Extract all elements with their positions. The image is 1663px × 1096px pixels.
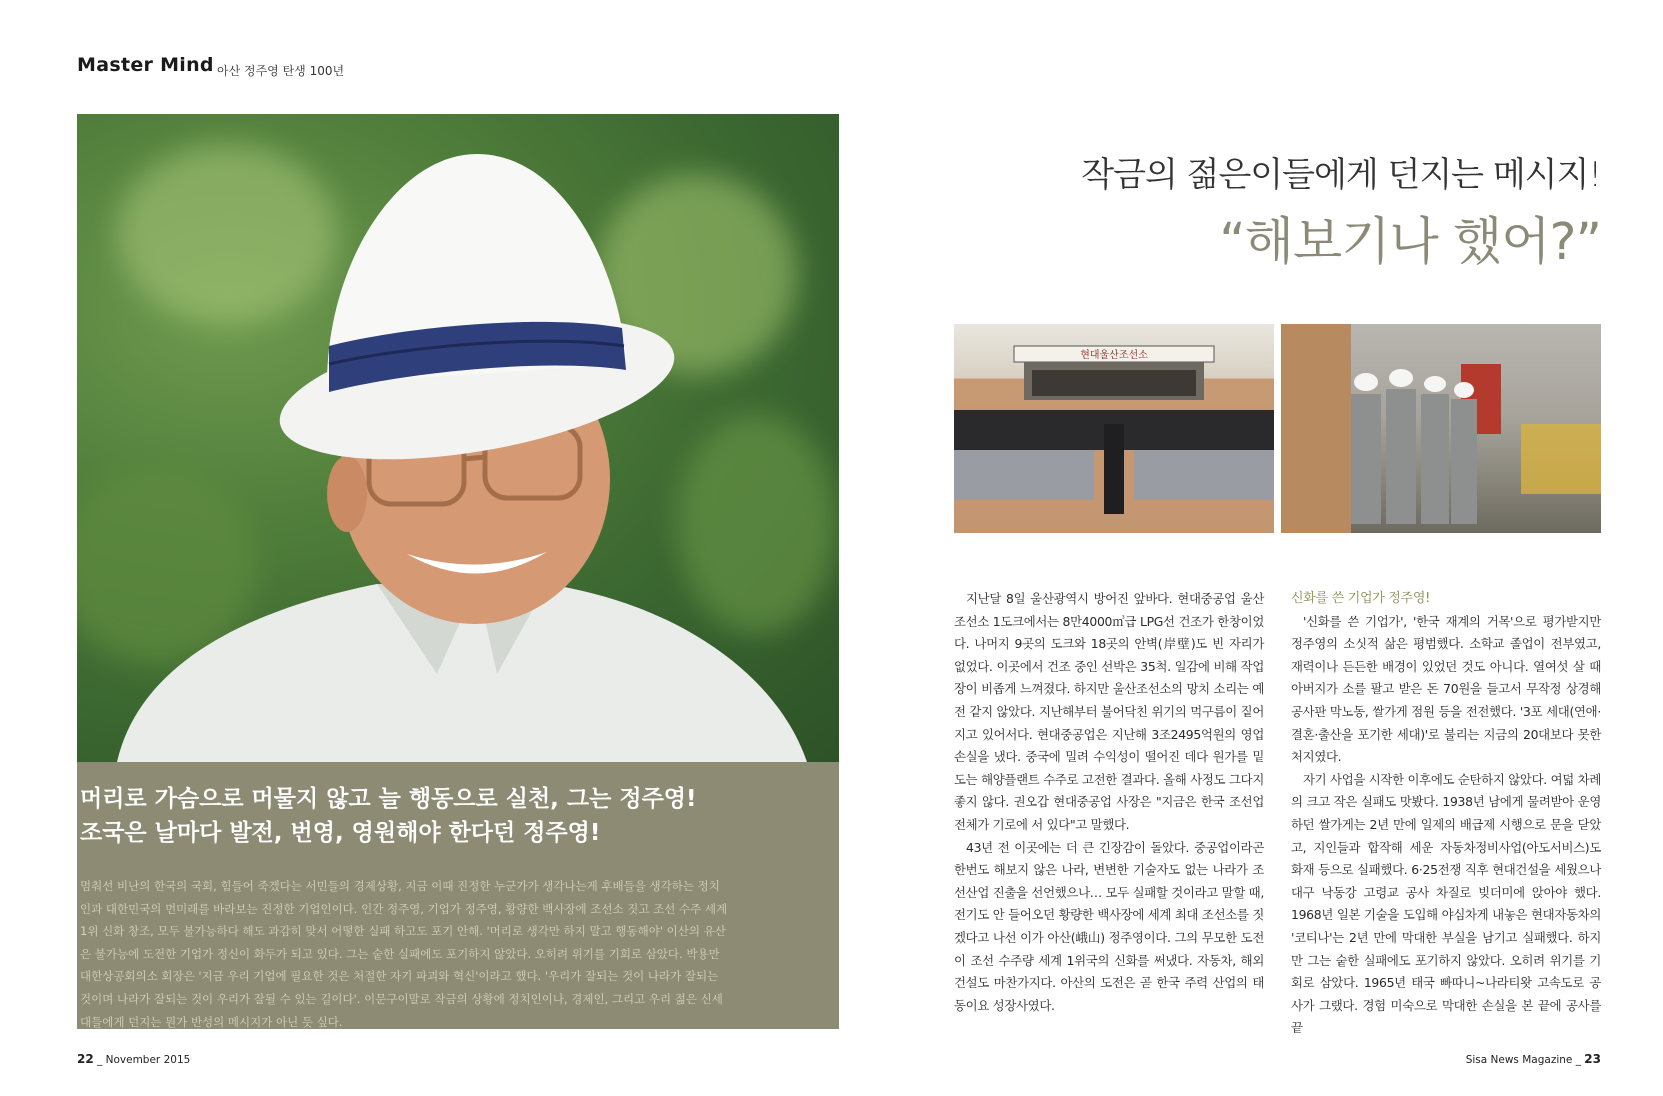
section-subtitle: 아산 정주영 탄생 100년 bbox=[217, 64, 345, 78]
paragraph: 지난달 8일 울산광역시 방어진 앞바다. 현대중공업 울산조선소 1도크에서는 8만4000㎥급 LPG선 건조가 한창이었다. 나머지 9곳의 도크와 18곳의 안벽(岸壁)도 빈 자리가 없었다. 이곳에서 건조 중인 선박은 35척. 일감에 비해 작업장이 비좁게 느껴졌다. 하지만 울산조선소의 망치 소리는 예전 같지 않았다. 지난해부터 불어닥친 위기의 먹구름이 짙어지고 있어서다. 현대중공업은 지난해 3조2495억원의 영업손실을 냈다. 중국에 밀려 수익성이 떨어진 데다 원가를 밑도는 해양플랜트 수주로 고전한 결과다. 올해 사정도 그다지 좋지 않다. 권오갑 현대중공업 사장은 "지금은 한국 조선업 전체가 기로에 서 있다"고 말했다. bbox=[954, 591, 1264, 832]
pull-quote-line-1: 머리로 가슴으로 머물지 않고 늘 행동으로 실천, 그는 정주영! bbox=[80, 786, 697, 812]
workers-helmet-photo bbox=[1281, 324, 1601, 533]
paragraph: 자기 사업을 시작한 이후에도 순탄하지 않았다. 여덟 차례의 크고 작은 실패도 맛봤다. 1938년 남에게 물려받아 운영하던 쌀가게는 2년 만에 일제의 배급제 시행으로 문을 닫았고, 지인들과 합작해 세운 자동차정비사업(아도서비스)도 화재 등으로 실패했다. 6·25전쟁 직후 현대건설을 세웠으나 대구 낙동강 고령교 공사 차질로 빚더미에 앉아야 했다. 1968년 일본 기술을 도입해 야심차게 내놓은 현대자동차의 '코티나'는 2년 만에 막대한 부실을 남기고 실패했다. 하지만 그는 숱한 실패에도 포기하지 않았다. 오히려 위기를 기회로 삼았다. 1965년 태국 빠따니~나라티왓 고속도로 공사가 그랬다. 경험 미숙으로 막대한 손실을 본 끝에 공사를 끝 bbox=[1291, 771, 1601, 1036]
pull-quote-line-2: 조국은 날마다 발전, 번영, 영원해야 한다던 정주영! bbox=[80, 820, 601, 846]
issue-date: _ November 2015 bbox=[93, 1054, 191, 1066]
paragraph: '신화를 쓴 기업가', '한국 재계의 거목'으로 평가받지만 정주영의 소싯적 삶은 평범했다. 소학교 졸업이 전부였고, 재력이나 든든한 배경이 있었던 것도 아니다. 열여섯 살 때 아버지가 소를 팔고 받은 돈 70원을 들고서 무작정 상경해 공사판 막노동, 쌀가게 점원 등을 전전했다. '3포 세대(연애·결혼·출산을 포기한 세대)'로 불리는 지금의 20대보다 못한 처지였다. bbox=[1291, 613, 1601, 765]
page-number-left: 22 bbox=[77, 1052, 94, 1066]
section-title: Master Mind bbox=[77, 54, 214, 76]
footer-right bbox=[1466, 1052, 1601, 1066]
footer-left bbox=[77, 1052, 190, 1066]
article-column-right bbox=[1291, 588, 1601, 1040]
paragraph: 43년 전 이곳에는 더 큰 긴장감이 돌았다. 중공업이라곤 한번도 해보지 않은 나라, 변변한 기술자도 없는 나라가 조선산업 진출을 선언했으나… 모두 실패할 것이라고 말할 때, 전기도 안 들어오던 황량한 백사장에 세계 최대 조선소를 짓겠다고 나선 이가 아산(峨山) 정주영이다. 그의 무모한 도전이 조선 수주량 세계 1위국의 신화를 써냈다. 자동차, 해외 건설도 마찬가지다. 아산의 도전은 곧 한국 주력 산업의 태동이요 성장사였다. bbox=[954, 839, 1264, 1013]
page-number-right: 23 bbox=[1584, 1052, 1601, 1066]
portrait-photo bbox=[77, 114, 839, 762]
sign-text: 현대울산조선소 bbox=[1080, 350, 1148, 361]
caption-text: 멈춰선 비난의 한국의 국회, 힘들어 죽겠다는 서민들의 경제상황, 지금 이때 진정한 누군가가 생각나는게 후배들을 생각하는 정치인과 대한민국의 먼미래를 바라보는 진정한 기업인이다. 인간 정주영, 기업가 정주영, 황량한 백사장에 조선소 짓고 조선 수주 세계 1위 신화 창조, 모두 불가능하다 해도 과감히 맞서 어떻한 실패 하고도 포기 안해. '머리로 생각만 하지 말고 행동해야' 이산의 유산은 불가능에 도전한 기업가 정신이 화두가 되고 있다. 그는 숱한 실패에도 포기하지 않았다. 오히려 위기를 기회로 삼았다. 박용만 대한상공회의소 회장은 '지금 우리 기업에 필요한 것은 처절한 자기 파괴와 혁신'이라고 했다. '우리가 잘되는 것이 나라가 잘되는 것이며 나라가 잘되는 것이 우리가 잘될 수 있는 길이다'. 이문구이말로 작금의 상황에 정치인이나, 경제인, 그리고 우리 젊은 신세대들에게 던지는 뭔가 반성의 메시지가 아닌 듯 싶다. bbox=[80, 879, 728, 1029]
headline: 작금의 젊은이들에게 던지는 메시지! bbox=[1081, 155, 1601, 195]
subsection-heading: 신화를 쓴 기업가 정주영! bbox=[1291, 591, 1430, 606]
shipyard-ceremony-photo bbox=[954, 324, 1274, 533]
quote-headline: “해보기나 했어?” bbox=[1219, 213, 1601, 272]
pull-quote bbox=[80, 782, 830, 850]
article-column-left bbox=[954, 588, 1264, 1017]
magazine-name: Sisa News Magazine _ bbox=[1465, 1054, 1585, 1066]
